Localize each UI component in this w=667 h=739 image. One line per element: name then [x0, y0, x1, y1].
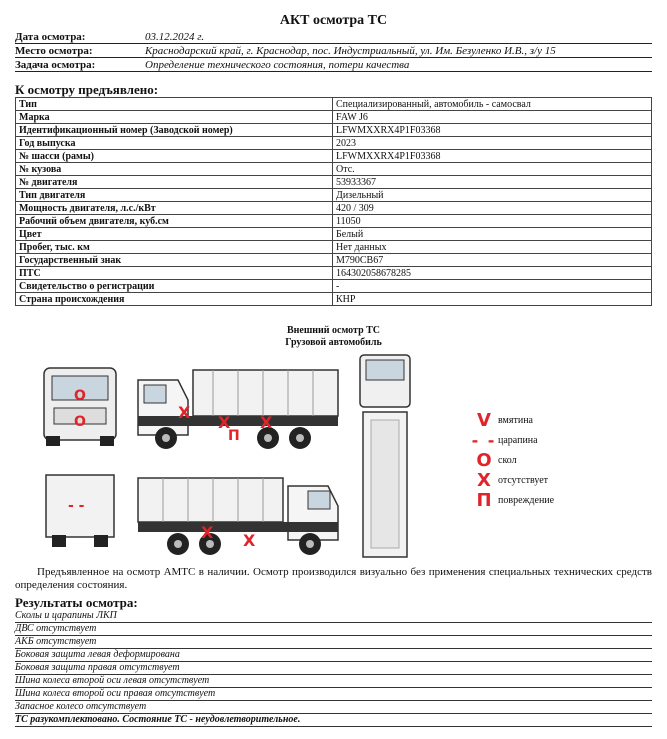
spec-row: [16, 215, 652, 228]
spec-value: Белый: [333, 228, 652, 241]
spec-row: [16, 293, 652, 306]
figure-title: [0, 325, 667, 349]
spec-value: LFWMXXRX4P1F03368: [333, 124, 652, 137]
spec-row: [16, 150, 652, 163]
header-label: Место осмотра:: [15, 45, 93, 57]
spec-key: Марка: [16, 111, 333, 124]
figure-title-line2: Грузовой автомобиль: [285, 337, 382, 348]
header-value: Краснодарский край, г. Краснодар, пос. Индустриальный, ул. Им. Безуленко И.В., з/у 15: [145, 45, 556, 57]
svg-text:X: X: [218, 413, 231, 432]
legend-text: повреждение: [498, 494, 555, 506]
spec-key: № шасси (рамы): [16, 150, 333, 163]
truck-left-side-view: [138, 478, 338, 555]
inspection-paragraph: Предъявленное на осмотр АМТС в наличии. Осмотр производился визуально без применения специальных технических средств определения состояния.: [15, 566, 652, 591]
legend-item: [470, 470, 554, 490]
header-row-date: [15, 30, 652, 44]
header-value: 03.12.2024 г.: [145, 31, 205, 43]
spec-key: Пробег, тыс. км: [16, 241, 333, 254]
spec-value: Дизельный: [333, 189, 652, 202]
spec-row: [16, 98, 652, 111]
truck-right-side-view: [138, 370, 338, 449]
legend-text: царапина: [498, 434, 538, 446]
spec-value: Специализированный, автомобиль - самосвал: [333, 98, 652, 111]
scratch-symbol: - -: [471, 430, 497, 450]
chip-symbol: O: [476, 449, 492, 471]
spec-value: LFWMXXRX4P1F03368: [333, 150, 652, 163]
svg-text:X: X: [243, 531, 256, 550]
header-row-task: [15, 58, 652, 72]
spec-row: [16, 267, 652, 280]
spec-row: [16, 202, 652, 215]
spec-key: ПТС: [16, 267, 333, 280]
spec-row: [16, 280, 652, 293]
spec-value: 2023: [333, 137, 652, 150]
spec-key: № двигателя: [16, 176, 333, 189]
legend-text: вмятина: [498, 414, 533, 426]
svg-text:X: X: [260, 413, 273, 432]
spec-value: КНР: [333, 293, 652, 306]
damage-legend: [470, 410, 554, 510]
spec-key: Государственный знак: [16, 254, 333, 267]
vehicle-spec-table: [15, 97, 652, 306]
svg-text:X: X: [201, 523, 214, 542]
header-row-place: [15, 44, 652, 58]
spec-key: Тип двигателя: [16, 189, 333, 202]
figure-title-line1: Внешний осмотр ТС: [286, 325, 381, 336]
result-item: Шина колеса второй оси правая отсутствует: [15, 688, 652, 701]
spec-row: [16, 111, 652, 124]
spec-row: [16, 137, 652, 150]
results-list: [15, 610, 652, 727]
svg-text:П: П: [228, 428, 240, 444]
result-item: Шина колеса второй оси левая отсутствует: [15, 675, 652, 688]
spec-row: [16, 228, 652, 241]
result-item: АКБ отсутствует: [15, 636, 652, 649]
legend-item: [470, 490, 554, 510]
header-label: Задача осмотра:: [15, 59, 96, 71]
spec-value: 53933367: [333, 176, 652, 189]
spec-key: Рабочий объем двигателя, куб.см: [16, 215, 333, 228]
spec-value: М790СВ67: [333, 254, 652, 267]
spec-row: [16, 163, 652, 176]
spec-value: FAW J6: [333, 111, 652, 124]
truck-front-view: [44, 368, 116, 446]
spec-row: [16, 124, 652, 137]
damage-symbol: П: [476, 489, 492, 511]
header-label: Дата осмотра:: [15, 31, 86, 43]
document-title: АКТ осмотра ТС: [279, 13, 388, 28]
dent-symbol: V: [477, 409, 491, 431]
spec-value: 164302058678285: [333, 267, 652, 280]
spec-key: Идентификационный номер (Заводской номер): [16, 124, 333, 137]
legend-item: [470, 430, 554, 450]
header-block: [15, 30, 652, 72]
missing-symbol: X: [477, 469, 491, 491]
spec-key: Мощность двигателя, л.с./кВт: [16, 202, 333, 215]
svg-text:- -: - -: [68, 498, 85, 514]
svg-text:O: O: [74, 388, 86, 404]
spec-value: Отс.: [333, 163, 652, 176]
spec-value: 420 / 309: [333, 202, 652, 215]
svg-text:X: X: [178, 403, 191, 422]
spec-key: Страна происхождения: [16, 293, 333, 306]
section-presented-heading: К осмотру предъявлено:: [15, 82, 159, 97]
spec-key: Тип: [16, 98, 333, 111]
spec-value: Нет данных: [333, 241, 652, 254]
spec-key: Цвет: [16, 228, 333, 241]
spec-key: Свидетельство о регистрации: [16, 280, 333, 293]
result-item: ДВС отсутствует: [15, 623, 652, 636]
truck-rear-view: [46, 475, 114, 547]
spec-value: -: [333, 280, 652, 293]
truck-diagram: [38, 350, 448, 560]
spec-row: [16, 176, 652, 189]
spec-value: 11050: [333, 215, 652, 228]
truck-top-view: [360, 355, 410, 557]
spec-row: [16, 254, 652, 267]
result-item: Сколы и царапины ЛКП: [15, 610, 652, 623]
result-item: Запасное колесо отсутствует: [15, 701, 652, 714]
svg-text:O: O: [74, 414, 86, 430]
spec-key: Год выпуска: [16, 137, 333, 150]
legend-text: отсутствует: [498, 474, 549, 486]
legend-item: [470, 410, 554, 430]
legend-text: скол: [498, 454, 517, 466]
spec-key: № кузова: [16, 163, 333, 176]
header-value: Определение технического состояния, потери качества: [145, 59, 410, 71]
spec-row: [16, 241, 652, 254]
result-item: Боковая защита правая отсутствует: [15, 662, 652, 675]
result-item: Боковая защита левая деформирована: [15, 649, 652, 662]
result-item: ТС разукомплектовано. Состояние ТС - неудовлетворительное.: [15, 714, 652, 727]
section-results-heading: Результаты осмотра:: [15, 595, 138, 610]
spec-row: [16, 189, 652, 202]
legend-item: [470, 450, 554, 470]
